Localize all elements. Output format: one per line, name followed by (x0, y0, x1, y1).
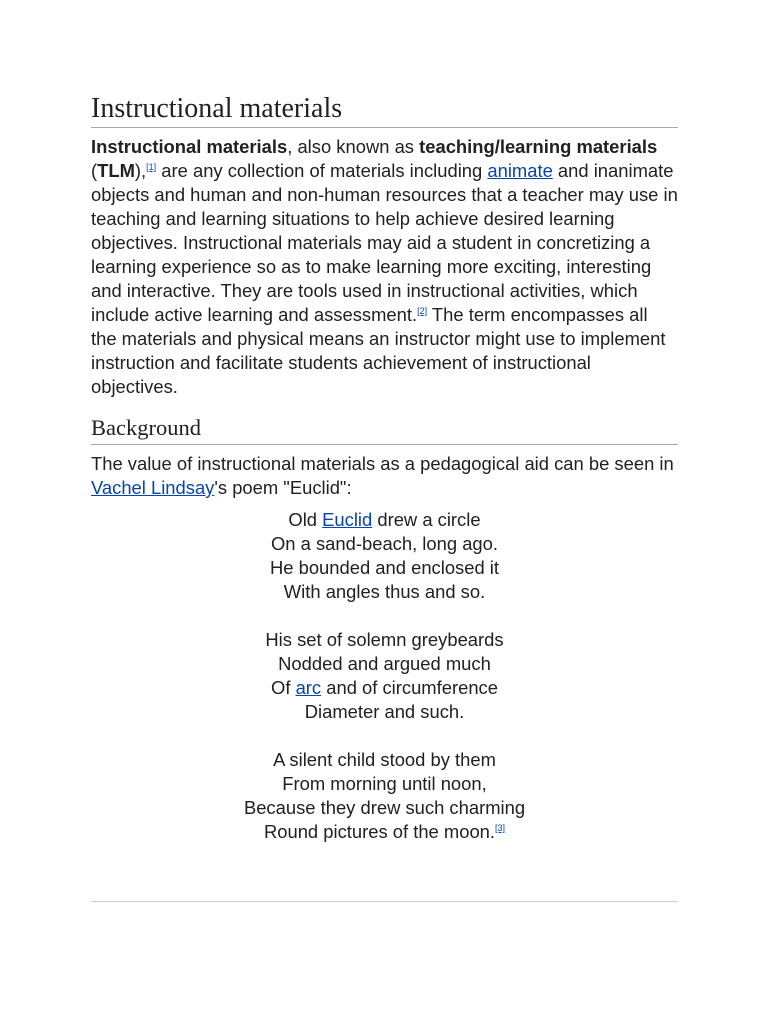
abbr-bold: TLM (97, 160, 135, 181)
citation-2 (417, 306, 427, 316)
link-euclid[interactable]: Euclid (322, 509, 373, 530)
intro-text-1: , also known as (287, 136, 420, 157)
citation-3 (495, 823, 505, 833)
poem-euclid (91, 508, 678, 844)
intro-text-3: ), (134, 160, 147, 181)
poem-line: His set of solemn greybeards (265, 629, 504, 650)
intro-text-6: The term encompasses all the materials and physical means an instructor might use to implement instruction and facilitate students achievement of instructional objectives. (91, 304, 666, 397)
poem-stanza-2 (91, 628, 678, 724)
intro-paragraph (91, 135, 678, 399)
link-vachel-lindsay[interactable]: Vachel Lindsay (91, 477, 215, 498)
poem-line: Because they drew such charming (243, 797, 526, 818)
poem-line: On a sand-beach, long ago. (271, 533, 498, 554)
citation-2-link[interactable]: [2] (417, 306, 428, 316)
citation-1 (146, 162, 156, 172)
page-title: Instructional materials (91, 92, 678, 128)
intro-text-4: are any collection of materials including (156, 160, 488, 181)
background-paragraph (91, 452, 678, 500)
poem-stanza-1 (91, 508, 678, 604)
background-text-2: 's poem "Euclid": (214, 477, 352, 498)
poem-line (91, 676, 678, 700)
poem-line: From morning until noon, (282, 773, 487, 794)
article (91, 92, 678, 844)
intro-text-2: ( (91, 160, 98, 181)
poem-text: Old (288, 509, 323, 530)
citation-3-link[interactable]: [3] (495, 823, 506, 833)
citation-1-link[interactable]: [1] (146, 162, 157, 172)
poem-line: With angles thus and so. (283, 581, 486, 602)
section-divider (91, 901, 678, 902)
poem-text: drew a circle (372, 509, 481, 530)
poem-stanza-3 (91, 748, 678, 844)
link-arc[interactable]: arc (295, 677, 322, 698)
poem-text: Of (271, 677, 296, 698)
background-text-1: The value of instructional materials as a pedagogical aid can be seen in (91, 453, 674, 474)
section-heading-background: Background (91, 413, 678, 445)
poem-text: Round pictures of the moon. (263, 821, 496, 842)
term-bold: Instructional materials (91, 136, 288, 157)
intro-text-5: and inanimate objects and human and non-human resources that a teacher may use in teaching and learning situations to help achieve desired learning objectives. Instructional materials may aid a student in concretizing a learning experience so as to make learning more exciting, interesting and interactive. They are tools used in instructional activities, which include active learning and assessment. (91, 160, 678, 325)
poem-text: and of circumference (321, 677, 498, 698)
poem-line: Nodded and argued much (278, 653, 491, 674)
poem-line (91, 820, 678, 844)
link-animate[interactable]: animate (487, 160, 553, 181)
alias-bold: teaching/learning materials (419, 136, 658, 157)
poem-line (91, 508, 678, 532)
poem-line: A silent child stood by them (273, 749, 496, 770)
poem-line: Diameter and such. (304, 701, 465, 722)
poem-line: He bounded and enclosed it (269, 557, 500, 578)
